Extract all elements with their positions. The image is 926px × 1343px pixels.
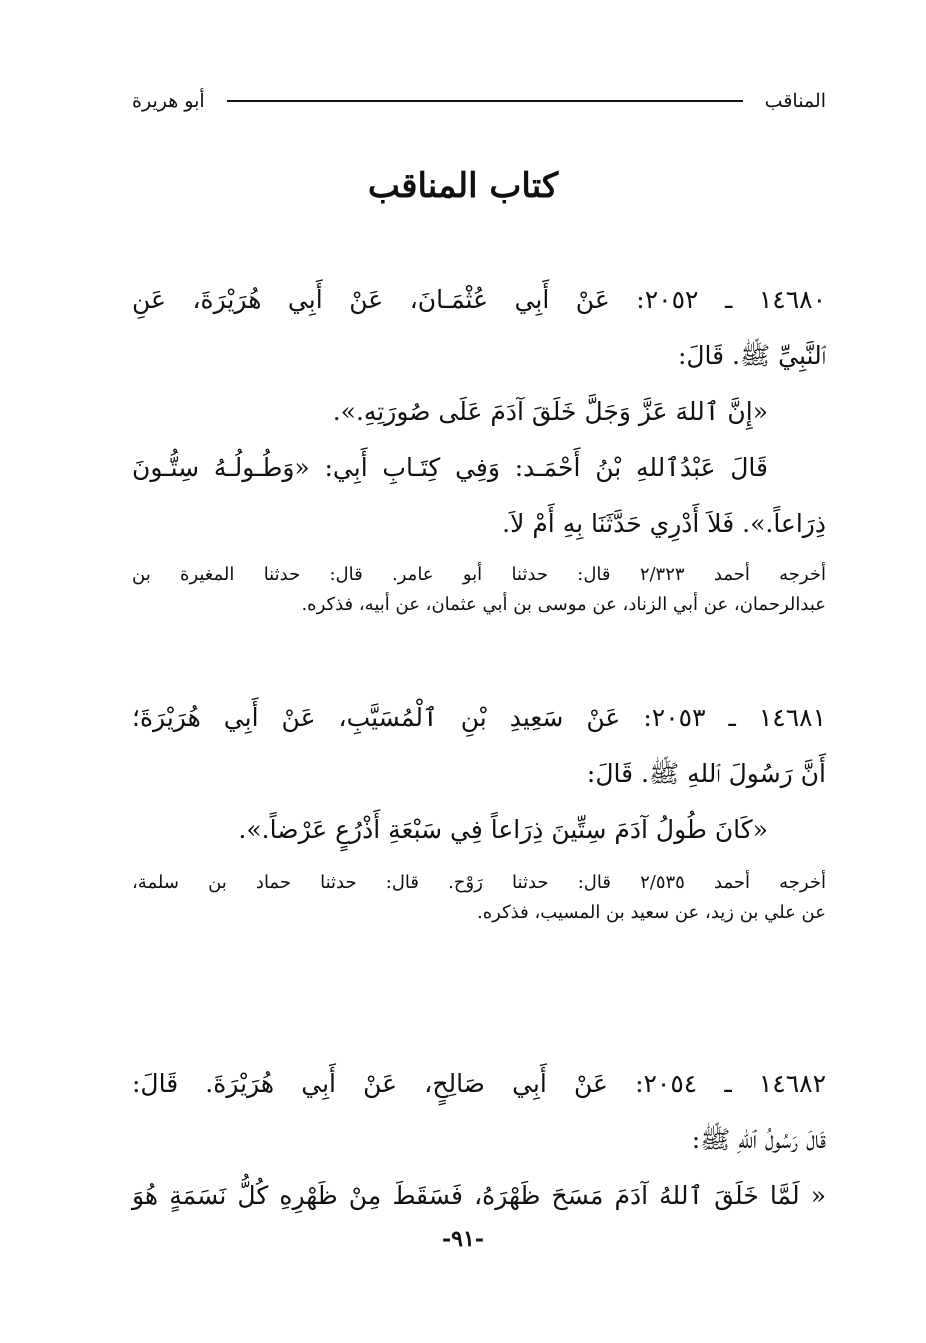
hadith-14681 xyxy=(132,690,826,858)
hadith-line: «إِنَّ ٱللهَ عَزَّ وَجَلَّ خَلَقَ آدَمَ عَلَى صُورَتِهِ.». xyxy=(332,397,768,426)
running-head xyxy=(132,86,826,116)
takhrij-line: أخرجه أحمد ٢/٣٢٣ قال: حدثنا أبو عامر. قال: حدثنا المغيرة بن xyxy=(132,564,826,585)
book-title: كتاب المناقب xyxy=(367,166,559,206)
hadith-14682 xyxy=(132,1056,826,1224)
hadith-line: « لَمَّا خَلَقَ ٱللهُ آدَمَ مَسَحَ ظَهْرَهُ، فَسَقَطَ مِنْ ظَهْرِهِ كُلُّ نَسَمَةٍ هُوَ xyxy=(132,1181,826,1210)
hadith-line: ٱلنَّبِيِّ ﷺ. قَالَ: xyxy=(677,341,826,370)
hadith-line: أَنَّ رَسُولَ ٱللهِ ﷺ. قَالَ: xyxy=(586,759,826,788)
takhrij-14681 xyxy=(132,868,826,928)
takhrij-14680 xyxy=(132,560,826,620)
hadith-line: «كَانَ طُولُ آدَمَ سِتِّينَ ذِرَاعاً فِي سَبْعَةِ أَذْرُعٍ عَرْضاً.». xyxy=(238,815,768,844)
running-head-rule xyxy=(227,100,743,102)
hadith-line: ذِرَاعاً.». فَلاَ أَدْرِي حَدَّثَنَا بِهِ أَمْ لاَ. xyxy=(502,509,826,538)
hadith-line: ١٤٦٨٢ ـ ٢٠٥٤: عَنْ أَبِي صَالِحٍ، عَنْ أَبِي هُرَيْرَةَ. قَالَ: xyxy=(132,1069,826,1098)
hadith-line: قَالَ رَسُولُ ٱللهِ ﷺ: xyxy=(691,1125,826,1154)
takhrij-line: عبدالرحمان، عن أبي الزناد، عن موسى بن أبي عثمان، عن أبيه، فذكره. xyxy=(301,594,826,615)
running-head-chapter: المناقب xyxy=(764,90,826,112)
takhrij-line: أخرجه أحمد ٢/٥٣٥ قال: حدثنا رَوْح. قال: حدثنا حماد بن سلمة، xyxy=(132,872,826,893)
hadith-line: ١٤٦٨١ ـ ٢٠٥٣: عَنْ سَعِيدِ بْنِ ٱلْمُسَيَّبِ، عَنْ أَبِي هُرَيْرَةَ؛ xyxy=(132,703,826,732)
hadith-line: قَالَ عَبْدُٱللهِ بْنُ أَحْمَـد: وَفِي كِتَـابِ أَبِي: «وَطُـولُـهُ سِتُّـونَ xyxy=(132,453,768,482)
takhrij-line: عن علي بن زيد، عن سعيد بن المسيب، فذكره. xyxy=(477,902,826,923)
running-head-narrator: أبو هريرة xyxy=(132,90,205,112)
hadith-line: ١٤٦٨٠ ـ ٢٠٥٢: عَنْ أَبِي عُثْمَـانَ، عَنْ أَبِي هُرَيْرَةَ، عَنِ xyxy=(132,285,827,314)
page-number: -٩١- xyxy=(442,1226,484,1252)
hadith-14680 xyxy=(132,272,826,552)
